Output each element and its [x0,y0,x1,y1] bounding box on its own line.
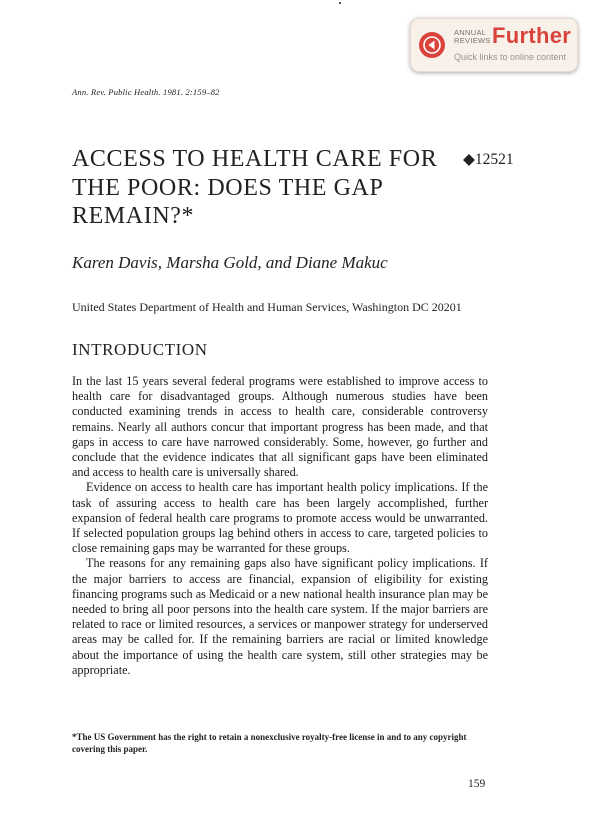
article-body [72,374,488,678]
annual-reviews-logo-text: ANNUAL REVIEWS [454,28,491,45]
article-authors: Karen Davis, Marsha Gold, and Diane Makuc [72,253,388,272]
section-heading: INTRODUCTION [72,340,208,359]
body-paragraph: In the last 15 years several federal programs were established to improve access to health care for disadvantaged groups. Although numerous studies have been conducted examining trends in access to health care, considerable controversy remains. Nearly all authors concur that important progress has been made, and that gaps in access to care have narrowed considerably. Some, however, go further and conclude that the evidence indicates that all significant gaps have been eliminated and access to health care is universally shared. [72,374,488,480]
article-id: ◆12521 [463,151,514,168]
article-title: ACCESS TO HEALTH CARE FOR THE POOR: DOES THE GAP REMAIN?* [72,146,438,229]
quick-links-label: Quick links to online content [454,52,567,62]
body-paragraph: Evidence on access to health care has important health policy implications. If the task of assuring access to health care has been largely accomplished, further expansion of federal health care programs to promote access would be unwarranted. If selected population groups lag behind others in access to care, targeted policies to close remaining gaps may be warranted for these groups. [72,480,488,556]
annual-reviews-further-badge[interactable] [410,18,578,72]
footnote: *The US Government has the right to retain a nonexclusive royalty-free license in and to any copyright covering this paper. [72,732,467,754]
further-label: Further [492,23,572,48]
journal-citation: Ann. Rev. Public Health. 1981. 2:159–82 [72,87,220,97]
page-number: 159 [468,778,486,790]
body-paragraph: The reasons for any remaining gaps also have significant policy implications. If the major barriers to access are financial, expansion of eligibility for existing financing programs such as Medicaid or a new national health insurance plan may be needed to bring all poor persons into the health care system. If the major barriers are related to race or limited resources, a services or manpower strategy for underserved areas may be called for. If the remaining barriers are racial or limited knowledge about the importance of using the health care system, still other strategies may be appropriate. [72,556,488,677]
scan-mark [339,2,341,4]
author-affiliation: United States Department of Health and Human Services, Washington DC 20201 [72,300,462,314]
arrow-left-icon [419,32,445,58]
